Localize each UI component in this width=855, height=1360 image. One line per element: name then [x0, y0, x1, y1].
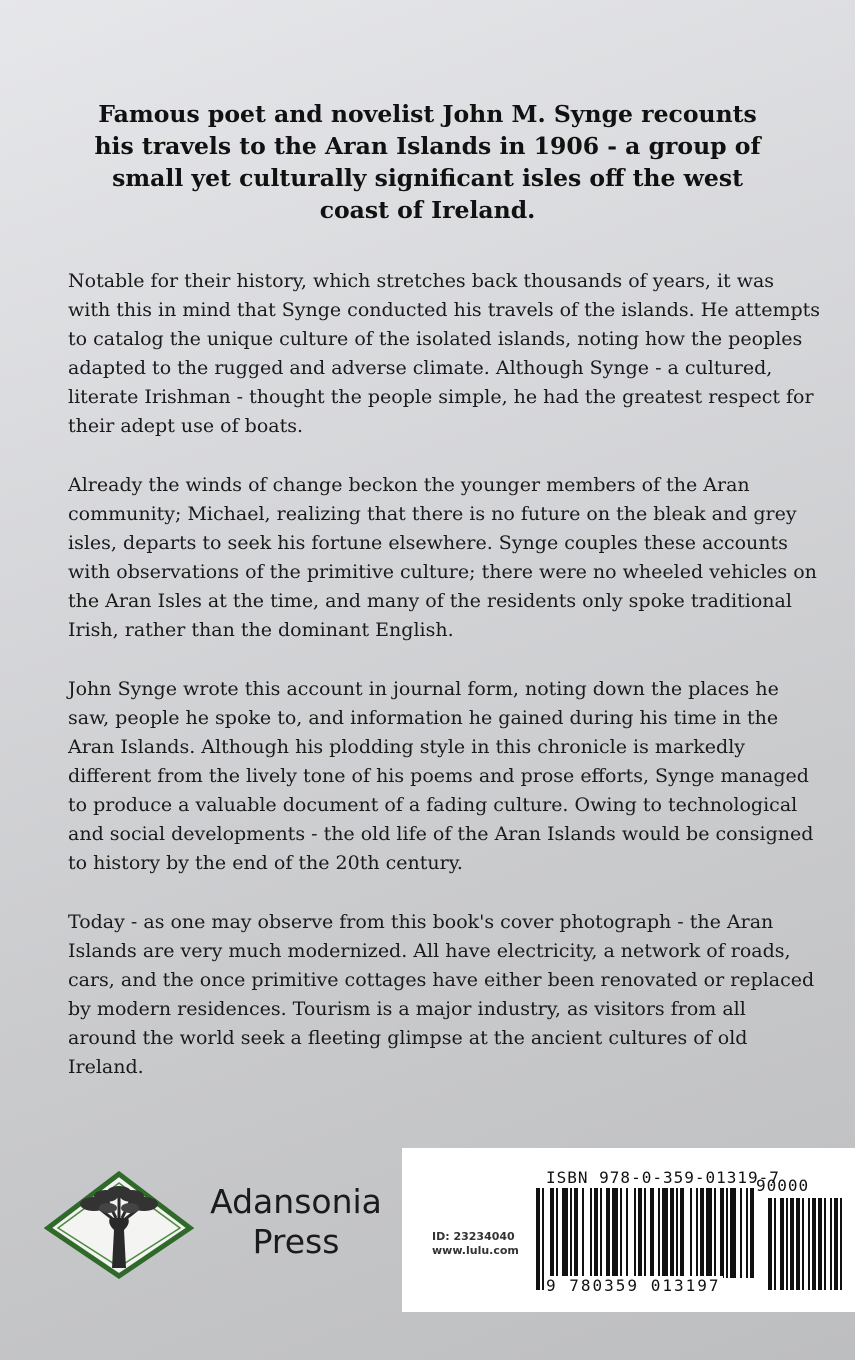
print-url: www.lulu.com: [432, 1244, 519, 1257]
synopsis-paragraph-4: Today - as one may observe from this book's cover photograph - the Aran Islands are very much modernized. All have electricity, a network of roads, cars, and the once primitive cottages have either been renovated or replaced by modern residences. Tourism is a major industry, as visitors from all around the world seek a fleeting glimpse at the ancient cultures of old Ireland.: [68, 911, 815, 1078]
synopsis-paragraph-1: Notable for their history, which stretches back thousands of years, it was with this in mind that Synge conducted his travels of the islands. He attempts to catalog the unique culture of the isolated islands, noting how the peoples adapted to the rugged and adverse climate. Although Synge - a cultured, literate Irishman - thought the people simple, he had the greatest respect for their adept use of boats.: [68, 270, 821, 437]
print-id: [432, 1230, 519, 1258]
isbn-number: ISBN 978-0-359-01319-7: [546, 1168, 780, 1187]
publisher-name-line-2: Press: [252, 1222, 340, 1261]
price-code: 90000: [756, 1176, 810, 1195]
baobab-tree-diamond-icon: [44, 1170, 194, 1280]
publisher-name: [196, 1182, 396, 1262]
barcode-digits: 9 780359 013197: [546, 1276, 721, 1295]
synopsis-body: [68, 267, 820, 1112]
isbn-barcode-box: [402, 1148, 855, 1312]
synopsis-paragraph-3: John Synge wrote this account in journal form, noting down the places he saw, people he spoke to, and information he gained during his time in the Aran Islands. Although his plodding style in this chronicle is markedly different from the lively tone of his poems and prose efforts, Synge managed to produce a valuable document of a fading culture. Owing to technological and social developments - the old life of the Aran Islands would be consigned to history by the end of the 20th century.: [68, 678, 814, 874]
print-id-label: ID: 23234040: [432, 1230, 515, 1243]
synopsis-paragraph-2: Already the winds of change beckon the younger members of the Aran community; Michael, realizing that there is no future on the bleak and grey isles, departs to seek his fortune elsewhere. Synge couples these accounts with observations of the primitive culture; there were no wheeled vehicles on the Aran Isles at the time, and many of the residents only spoke traditional Irish, rather than the dominant English.: [68, 474, 817, 641]
back-cover-headline: Famous poet and novelist John M. Synge recounts his travels to the Aran Islands in 1906 - a group of small yet culturally significant isles off the west coast of Ireland.: [94, 100, 761, 224]
publisher-name-line-1: Adansonia: [210, 1182, 382, 1221]
